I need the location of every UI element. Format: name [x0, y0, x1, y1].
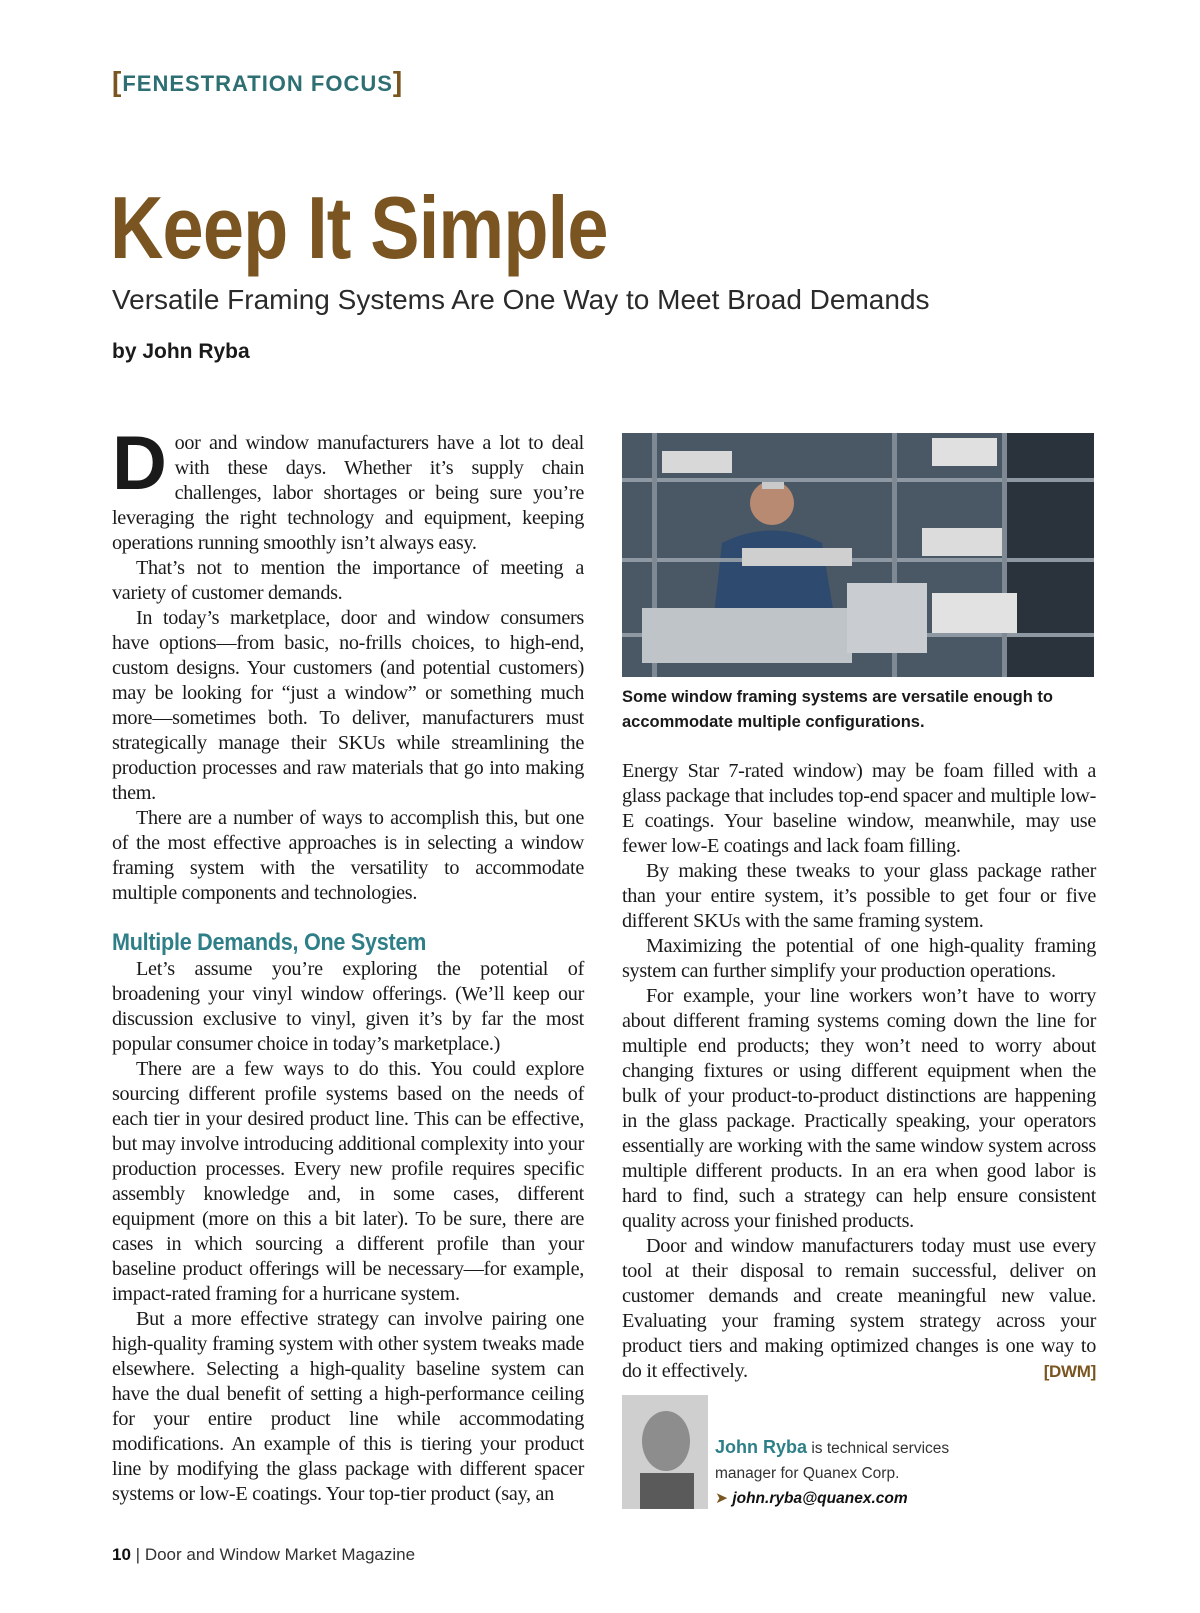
- article-title: Keep It Simple: [110, 178, 608, 277]
- publication-name: Door and Window Market Magazine: [144, 1545, 416, 1564]
- factory-worker-illustration: [622, 433, 1094, 677]
- paragraph: That’s not to mention the importance of meeting a variety of customer demands.: [112, 557, 584, 604]
- author-portrait: [622, 1395, 708, 1509]
- footer-separator: |: [135, 1545, 141, 1564]
- author-photo: [622, 1395, 708, 1509]
- author-bio-text: is technical services: [807, 1440, 950, 1457]
- page-footer: [112, 1545, 415, 1565]
- paragraph-text: oor and window manufacturers have a lot to deal with these days. Whether it’s supply chain challenges, labor shortages or being sure you’re leveraging the right technology and equipment, keeping operations running smoothly isn’t always easy.: [112, 432, 584, 554]
- paragraph: Let’s assume you’re exploring the potential of broadening your vinyl window offerings. (We’ll keep our discussion exclusive to vinyl, given it’s by far the most popular consumer choice in today’s marketplace.): [112, 958, 584, 1055]
- page-number: 10: [112, 1545, 131, 1564]
- arrow-icon: ➤: [715, 1490, 728, 1507]
- paragraph-text: Door and window manufacturers today must use every tool at their disposal to remain successful, deliver on customer demands and create meaningful new value. Evaluating your framing system strategy across your product tiers and making optimized changes is one way to do it effectively.: [622, 1235, 1096, 1382]
- paragraph: For example, your line workers won’t have to worry about different framing systems coming down the line for multiple end products; they won’t need to worry about changing fixtures or using different equipment when the bulk of your product-to-product distinctions are happening in the glass package. Practically speaking, your operators essentially are working with the same window system across multiple different products. In an era when good labor is hard to find, such a strategy can help ensure consistent quality across your finished products.: [622, 985, 1096, 1232]
- author-email-link[interactable]: john.ryba@quanex.com: [732, 1490, 908, 1507]
- paragraph: In today’s marketplace, door and window consumers have options—from basic, no-frills choices, to high-end, custom designs. Your customers (and potential customers) may be looking for “just a window” or something much more—sometimes both. To deliver, manufacturers must strategically manage their SKUs while streamlining the production processes and raw materials that go into making them.: [112, 607, 584, 804]
- drop-cap: D: [112, 421, 167, 506]
- author-bio: [715, 1435, 1015, 1511]
- paragraph: By making these tweaks to your glass package rather than your entire system, it’s possible to get four or five different SKUs with the same framing system.: [622, 860, 1096, 932]
- author-name: John Ryba: [715, 1437, 808, 1457]
- right-column: [622, 759, 1096, 1384]
- author-bio-line-2: manager for Quanex Corp.: [715, 1465, 900, 1482]
- left-column: [112, 421, 584, 1507]
- section-tag-open-bracket: [: [112, 66, 123, 97]
- paragraph: [622, 1234, 1096, 1384]
- article-photo: [622, 433, 1094, 677]
- paragraph: Energy Star 7-rated window) may be foam filled with a glass package that includes top-end spacer and multiple low-E coatings. Your baseline window, meanwhile, may use fewer low-E coatings and lack foam filling.: [622, 760, 1096, 857]
- paragraph: There are a number of ways to accomplish this, but one of the most effective approaches is in selecting a window framing system with the versatility to accommodate multiple components and technologies.: [112, 807, 584, 904]
- article-subtitle: Versatile Framing Systems Are One Way to Meet Broad Demands: [112, 284, 930, 315]
- section-tag-label: FENESTRATION FOCUS: [122, 71, 393, 96]
- author-bio-line-1: [715, 1435, 1015, 1461]
- article-byline: by John Ryba: [112, 340, 250, 363]
- paragraph: But a more effective strategy can involve pairing one high-quality framing system with other system tweaks made elsewhere. Selecting a high-quality baseline system can have the dual benefit of setting a high-performance ceiling for your entire product line while accommodating modifications. An example of this is tiering your product line by modifying the glass package with different spacer systems or low-E coatings. Your top-tier product (say, an: [112, 1308, 584, 1505]
- end-tag: [DWM]: [1043, 1362, 1096, 1381]
- paragraph: [112, 421, 584, 556]
- section-subhead: Multiple Demands, One System: [112, 929, 427, 956]
- author-email-line: [715, 1486, 1015, 1511]
- paragraph: There are a few ways to do this. You could explore sourcing different profile systems based on the needs of each tier in your desired product line. This can be effective, but may involve introducing additional complexity into your production processes. Every new profile requires specific assembly knowledge and, in some cases, different equipment (more on this a bit later). To be sure, there are cases in which sourcing a different profile than your baseline product offerings will be necessary—for example, impact-rated framing for a hurricane system.: [112, 1058, 584, 1305]
- photo-caption: Some window framing systems are versatile enough to accommodate multiple configurations.: [622, 688, 1053, 731]
- section-tag-close-bracket: ]: [392, 66, 404, 97]
- section-tag: [112, 66, 403, 98]
- paragraph: Maximizing the potential of one high-quality framing system can further simplify your production operations.: [622, 935, 1096, 982]
